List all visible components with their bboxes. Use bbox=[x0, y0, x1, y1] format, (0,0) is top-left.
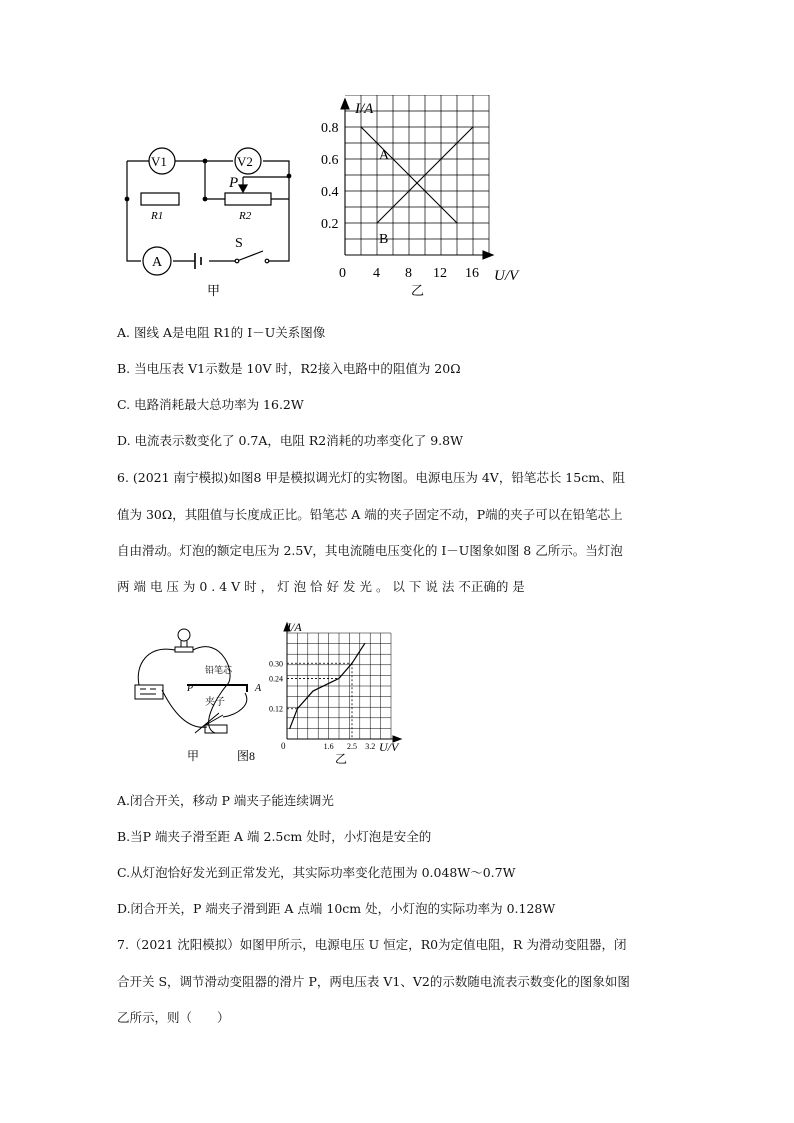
graph1-ylabel: I/A bbox=[355, 101, 374, 117]
figure-1 bbox=[117, 95, 537, 305]
physical-setup bbox=[135, 629, 247, 733]
switch-label: S bbox=[235, 236, 243, 251]
y-tick-label: 0.2 bbox=[321, 217, 339, 232]
question7-line1: 7.（2021 沈阳模拟）如图甲所示，电源电压 U 恒定，R0为定值电阻，R 为滑动变阻器，闭 bbox=[117, 937, 627, 952]
option-q6-b: B.当P 端夹子滑至距 A 端 2.5cm 处时，小灯泡是安全的 bbox=[117, 829, 432, 844]
slider-label: P bbox=[229, 175, 239, 191]
graph2-origin: 0 bbox=[281, 741, 286, 751]
graph2-caption: 乙 bbox=[335, 752, 348, 766]
option-q5-b: B. 当电压表 V1示数是 10V 时，R2接入电路中的阻值为 20Ω bbox=[117, 361, 461, 376]
graph1-origin: 0 bbox=[339, 266, 346, 281]
graph2-ylabel: I/A bbox=[287, 620, 302, 634]
y-tick-label: 0.4 bbox=[321, 185, 339, 200]
question6-line4: 两 端 电 压 为 0 . 4 V 时 ， 灯 泡 恰 好 发 光 。 以 下 说 法 不正确的 是 bbox=[117, 579, 525, 594]
y-tick-label: 0.24 bbox=[269, 674, 283, 684]
voltmeter-v2-label: V2 bbox=[237, 154, 253, 169]
graph1-line-label-b: B bbox=[379, 232, 389, 247]
y-tick-label: 0.30 bbox=[269, 659, 283, 669]
x-tick-label: 1.6 bbox=[323, 742, 334, 751]
option-q6-c: C.从灯泡恰好发光到正常发光，其实际功率变化范围为 0.048W～0.7W bbox=[117, 865, 516, 880]
option-q5-d: D. 电流表示数变化了 0.7A，电阻 R2消耗的功率变化了 9.8W bbox=[117, 433, 463, 448]
end-a-label: A bbox=[255, 683, 262, 694]
figure-number: 图8 bbox=[237, 749, 256, 763]
x-tick-label: 12 bbox=[433, 266, 447, 281]
option-q5-a: A. 图线 A是电阻 R1的 I－U关系图像 bbox=[117, 325, 326, 340]
option-q5-c: C. 电路消耗最大总功率为 16.2W bbox=[117, 397, 304, 412]
question6-line2: 值为 30Ω，其阻值与长度成正比。铅笔芯 A 端的夹子固定不动，P端的夹子可以在铅笔芯上 bbox=[117, 507, 623, 522]
battery-box-icon bbox=[135, 685, 163, 699]
pencil-lead bbox=[187, 685, 247, 692]
resistor-r1-label: R1 bbox=[151, 210, 164, 222]
graph1-xlabel: U/V bbox=[494, 268, 519, 284]
y-tick-label: 0.12 bbox=[269, 704, 283, 714]
caption-left: 甲 bbox=[187, 749, 200, 763]
x-tick-label: 8 bbox=[405, 266, 412, 281]
question7-line2: 合开关 S，调节滑动变阻器的滑片 P，两电压表 V1、V2的示数随电流表示数变化的图象如图 bbox=[117, 974, 630, 989]
pencil-lead-label: 铅笔芯 bbox=[205, 665, 233, 675]
question6-line3: 自由滑动。灯泡的额定电压为 2.5V，其电流随电压变化的 I－U图象如图 8 乙所示。当灯泡 bbox=[117, 543, 623, 558]
resistor-r2 bbox=[225, 193, 271, 205]
voltmeter-v1-label: V1 bbox=[151, 154, 167, 169]
option-q6-d: D.闭合开关，P 端夹子滑到距 A 点端 10cm 处，小灯泡的实际功率为 0.128W bbox=[117, 901, 556, 916]
x-tick-label: 4 bbox=[373, 266, 380, 281]
end-p-label: P bbox=[187, 683, 194, 694]
resistor-r1 bbox=[141, 193, 179, 205]
graph1-caption: 乙 bbox=[411, 283, 425, 298]
y-tick-label: 0.8 bbox=[321, 121, 339, 136]
y-tick-label: 0.6 bbox=[321, 153, 339, 168]
x-tick-label: 16 bbox=[465, 266, 479, 281]
x-tick-label: 3.2 bbox=[365, 742, 376, 751]
graph-2 bbox=[269, 620, 401, 766]
option-q6-a: A.闭合开关，移动 P 端夹子能连续调光 bbox=[117, 793, 334, 808]
figure-8 bbox=[127, 615, 417, 770]
question7-line3: 乙所示，则（ ） bbox=[117, 1010, 230, 1025]
graph-1 bbox=[321, 95, 520, 298]
clip-label: 夹子 bbox=[205, 697, 225, 708]
resistor-r2-label: R2 bbox=[239, 210, 252, 222]
question6-line1: 6. (2021 南宁模拟)如图8 甲是模拟调光灯的实物图。电源电压为 4V，铅笔芯长 15cm、阻 bbox=[117, 470, 626, 485]
bulb-icon bbox=[178, 629, 190, 641]
x-tick-label: 2.5 bbox=[347, 742, 357, 751]
circuit-caption: 甲 bbox=[207, 283, 221, 298]
graph1-line-label-a: A bbox=[379, 148, 390, 163]
ammeter-label: A bbox=[152, 255, 163, 270]
graph2-xlabel: U/V bbox=[379, 740, 399, 754]
